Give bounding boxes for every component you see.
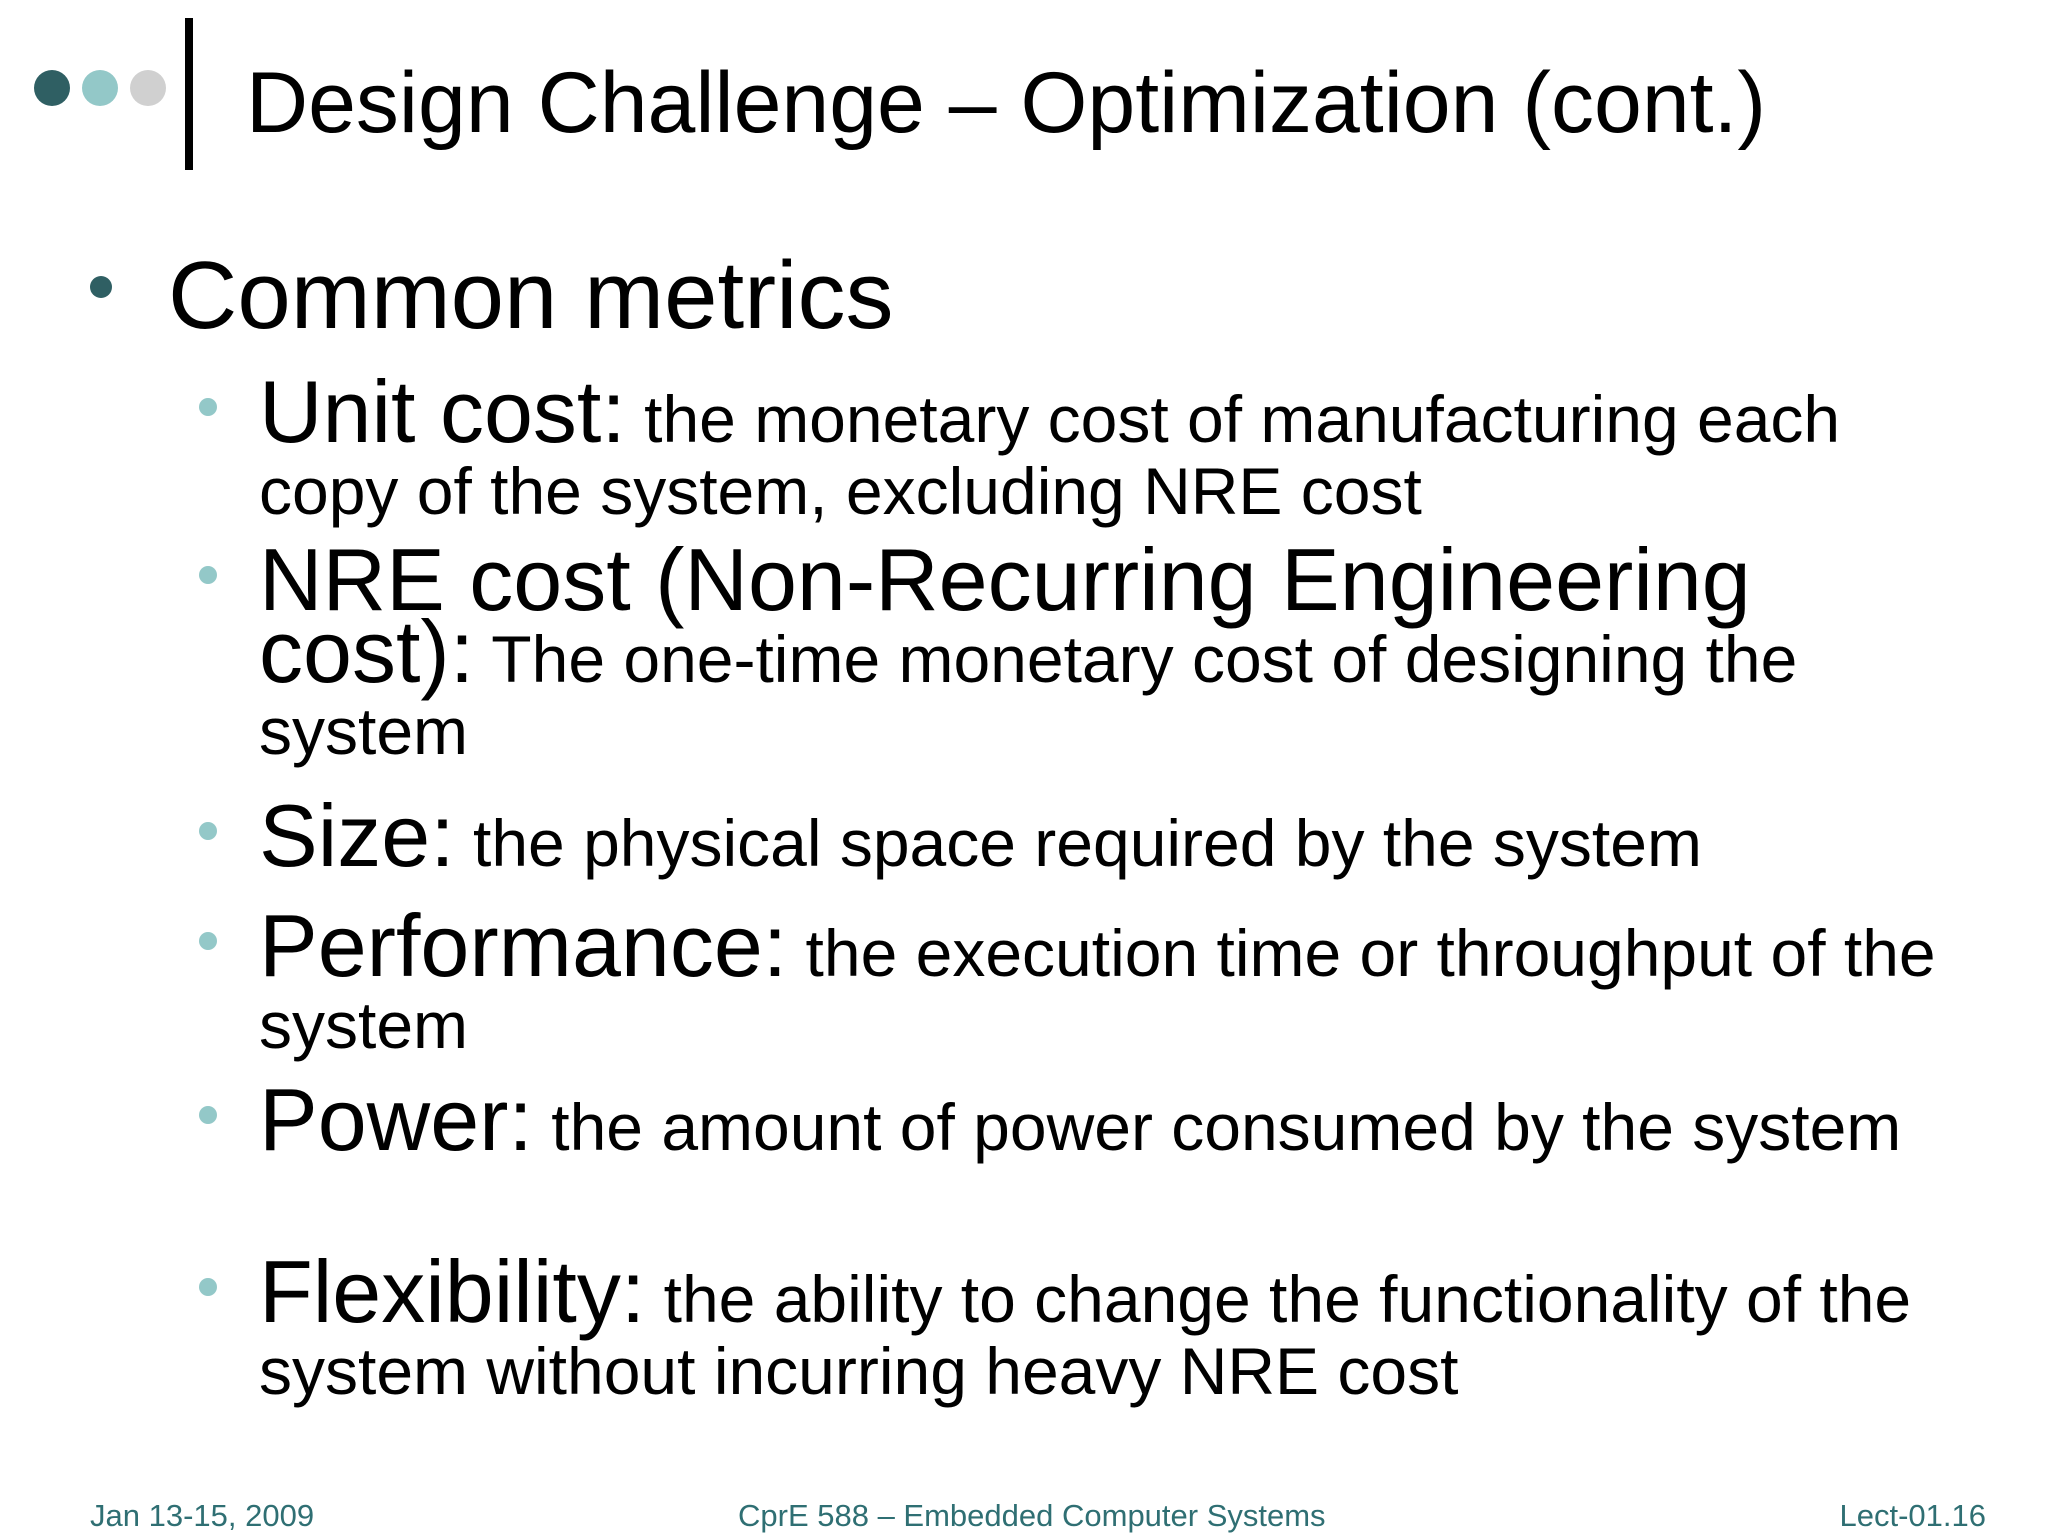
level1-heading: Common metrics (168, 242, 894, 349)
metric-term: Power: (259, 1070, 533, 1169)
metric-bullet-icon (199, 566, 217, 584)
metric-bullet-icon (199, 398, 217, 416)
metric-term: Flexibility: (259, 1242, 646, 1341)
metric-description: the monetary cost of manufacturing each copy of the system, excluding NRE cost (259, 382, 1841, 528)
metric-bullet-icon (199, 1278, 217, 1296)
footer-lecture-number: Lect-01.16 (1839, 1498, 1986, 1533)
slide-title: Design Challenge – Optimization (cont.) (246, 55, 1767, 151)
metric-description: the ability to change the functionality of the system without incurring heavy NRE cost (259, 1262, 1912, 1408)
metric-item-performance (259, 896, 1979, 1062)
metric-term: Performance: (259, 896, 788, 995)
metric-bullet-icon (199, 932, 217, 950)
footer-course: CprE 588 – Embedded Computer Systems (738, 1498, 1326, 1533)
metric-bullet-icon (199, 822, 217, 840)
metric-description: the physical space required by the system (454, 806, 1702, 880)
metric-item-unit-cost (259, 362, 1979, 528)
footer-date: Jan 13-15, 2009 (90, 1498, 315, 1533)
metric-item-power (259, 1070, 1979, 1169)
metric-description: the execution time or throughput of the system (259, 916, 1936, 1062)
metric-description: the amount of power consumed by the system (532, 1090, 1902, 1164)
metric-bullet-icon (199, 1106, 217, 1124)
metric-term: Size: (259, 786, 455, 885)
metric-item-flexibility (259, 1242, 1979, 1408)
metric-description: The one-time monetary cost of designing the system (259, 622, 1798, 768)
metric-term: NRE cost (Non-Recurring Engineering cost): (259, 530, 1751, 701)
metric-term: Unit cost: (259, 362, 626, 461)
metric-item-size (259, 786, 1979, 885)
metric-item-nre-cost (259, 530, 1979, 768)
